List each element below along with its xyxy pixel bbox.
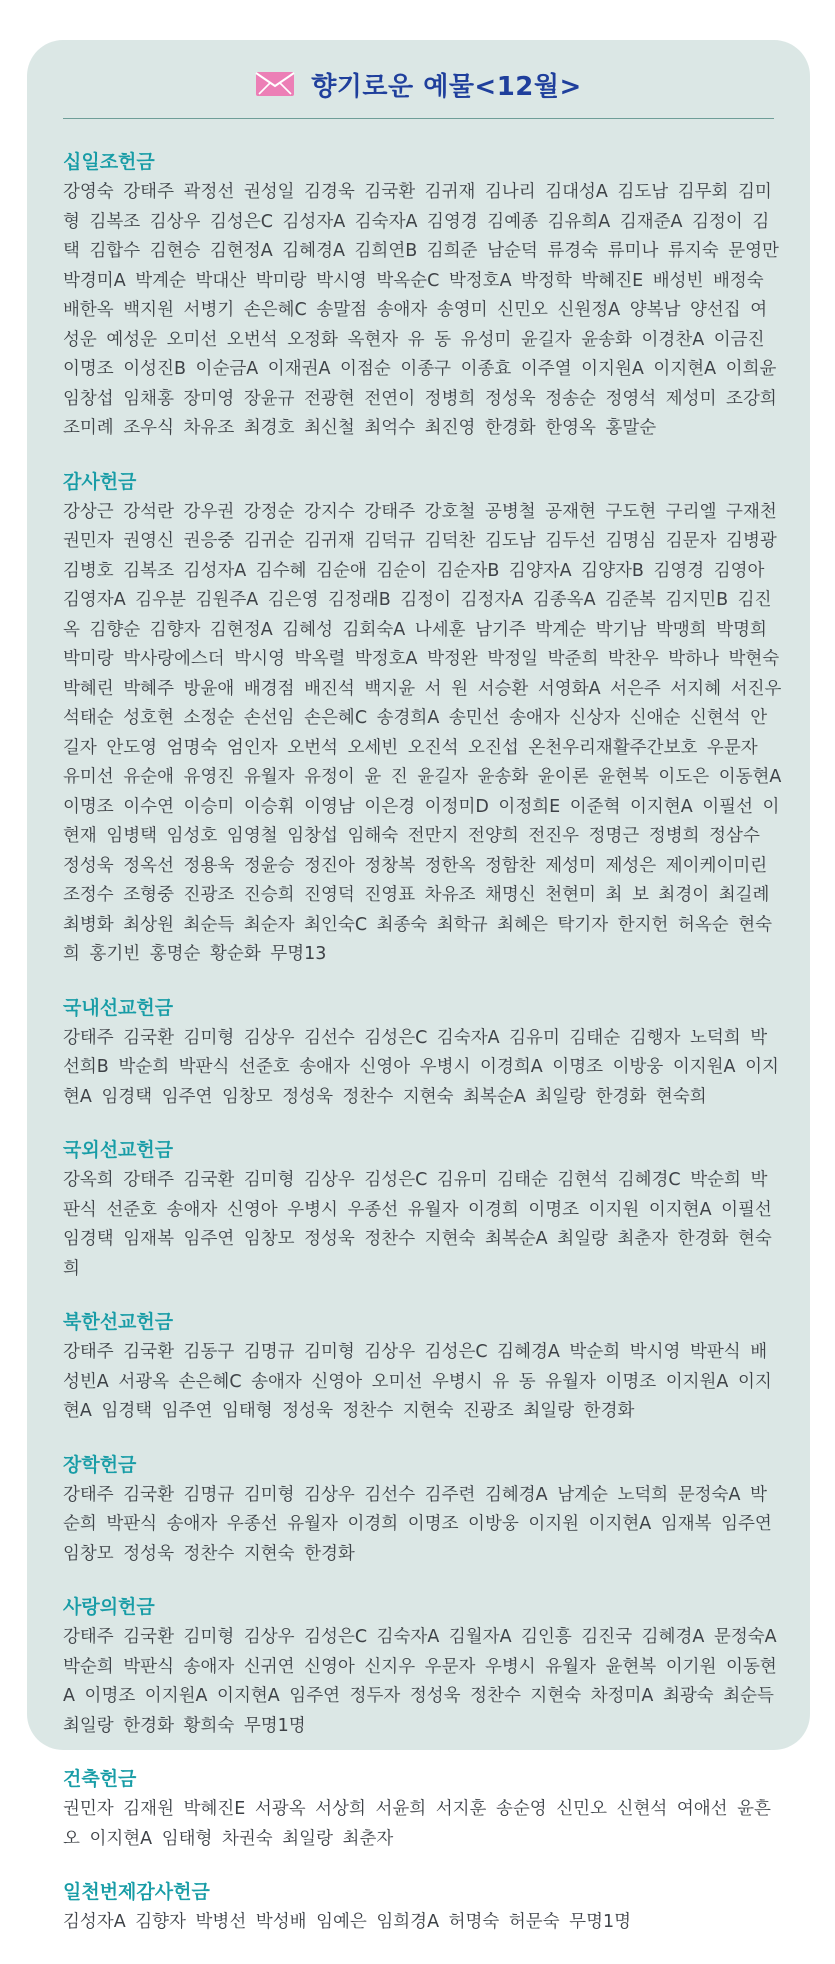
section-north-korea-mission	[63, 1310, 783, 1427]
envelope-icon	[255, 70, 295, 98]
section-title: 국내선교헌금	[63, 996, 174, 1019]
section-title: 국외선교헌금	[63, 1139, 174, 1161]
divider	[63, 118, 774, 119]
section-names: 강태주 김국환 김미형 김상우 김성은C 김숙자A 김월자A 김인흥 김진국 김혜경A 문정숙A 박순희 박판식 송애자 신귀연 신영아 신지우 우문자 우병시 유월자 윤현복 이기원 이동현A 이명조 이지원A 이지현A 임주연 정두자 정성욱 정찬수 지현숙 차정미A 최광숙 최순득 최일랑 한경화 황희숙 무명1명	[63, 1627, 777, 1736]
section-names: 김성자A 김향자 박병선 박성배 임예은 임희경A 허명숙 허문숙 무명1명	[63, 1912, 632, 1932]
section-title: 십일조헌금	[63, 151, 155, 173]
section-names: 강영숙 강태주 곽정선 권성일 김경욱 김국환 김귀재 김나리 김대성A 김도남 김무회 김미형 김복조 김상우 김성은C 김성자A 김숙자A 김영경 김예종 김유희A 김재준A 김정이 김 택 김합수 김현승 김현정A 김혜경A 김희연B 김희준 남순덕 류경숙 류미나 류지숙 문영만 박경미A 박계순 박대산 박미랑 박시영 박옥순C 박정호A 박정학 박혜진E 배성빈 배정숙 배한옥 백지원 서병기 손은혜C 송말점 송애자 송영미 신민오 신원정A 양복남 양선집 여성운 예성운 오미선 오번석 오정화 옥현자 유 동 유성미 윤길자 윤송화 이경찬A 이금진 이명조 이성진B 이순금A 이재권A 이점순 이종구 이종효 이주열 이지원A 이지현A 이희윤 임창섭 임채홍 장미영 장윤규 전광현 전연이 정병희 정성욱 정송순 정영석 제성미 조강희 조미례 조우식 차유조 최경호 최신철 최억수 최진영 한경화 한영옥 홍말순	[63, 182, 779, 438]
header	[27, 62, 810, 106]
section-overseas-mission	[63, 1138, 783, 1284]
section-names: 강상근 강석란 강우권 강정순 강지수 강태주 강호철 공병철 공재현 구도현 구리엘 구재천 권민자 권영신 권응중 김귀순 김귀재 김덕규 김덕찬 김도남 김두선 김명심 김문자 김병광 김병호 김복조 김성자A 김수혜 김순애 김순이 김순자B 김양자A 김양자B 김영경 김영아 김영자A 김우분 김원주A 김은영 김정래B 김정이 김정자A 김종옥A 김준복 김지민B 김진옥 김향순 김향자 김현정A 김혜성 김회숙A 나세훈 남기주 박계순 박기남 박맹희 박명희 박미랑 박사랑에스더 박시영 박옥렬 박정호A 박정완 박정일 박준희 박찬우 박하나 박현숙 박혜린 박혜주 방윤애 배경점 배진석 백지윤 서 원 서승환 서영화A 서은주 서지혜 서진우 석태순 성호현 소정순 손선임 손은혜C 송경희A 송민선 송애자 신상자 신애순 신현석 안길자 안도영 엄명숙 엄인자 오번석 오세빈 오진석 오진섭 온천우리재활주간보호 우문자 유미선 유순애 유영진 유월자 유정이 윤 진 윤길자 윤송화 윤이론 윤현복 이도은 이동현A 이명조 이수연 이승미 이승휘 이영남 이은경 이정미D 이정희E 이준혁 이지현A 이필선 이현재 임병택 임성호 임영철 임창섭 임해숙 전만지 전양희 전진우 정명근 정병희 정삼수 정성욱 정옥선 정용욱 정윤승 정진아 정창복 정한옥 정함찬 제성미 제성은 제이케이미린 조정수 조형중 진광조 진승희 진영덕 진영표 차유조 채명신 천현미 최 보 최경이 최길례 최병화 최상원 최순득 최순자 최인숙C 최종숙 최학규 최혜은 탁기자 한지헌 허옥순 현숙희 홍기빈 홍명순 황순화 무명13	[63, 501, 782, 964]
section-title: 건축헌금	[63, 1768, 137, 1790]
section-thanksgiving	[63, 470, 783, 970]
section-names: 강태주 김국환 김동구 김명규 김미형 김상우 김성은C 김혜경A 박순희 박시영 박판식 배성빈A 서광옥 손은혜C 송애자 신영아 오미선 우병시 유 동 유월자 이명조 이지원A 이지현A 임경택 임주연 임태형 정성욱 정찬수 지현숙 진광조 최일랑 한경화	[63, 1342, 772, 1421]
section-title: 장학헌금	[63, 1453, 137, 1476]
section-thousand-offering	[63, 1880, 783, 1938]
section-title: 사랑의헌금	[63, 1596, 155, 1618]
section-names: 강태주 김국환 김미형 김상우 김선수 김성은C 김숙자A 김유미 김태순 김행자 노덕희 박선희B 박순희 박판식 선준호 송애자 신영아 우병시 이경희A 이명조 이방웅 이지원A 이지현A 임경택 임주연 임창모 정성욱 정찬수 지현숙 최복순A 최일랑 한경화 현숙희	[63, 1027, 779, 1107]
section-title: 감사헌금	[63, 470, 137, 493]
section-scholarship	[63, 1453, 783, 1570]
section-building	[63, 1767, 783, 1854]
sections	[63, 150, 783, 1964]
section-love	[63, 1595, 783, 1741]
offering-card	[27, 40, 810, 1932]
page-title: 향기로운 예물<12월>	[311, 71, 582, 102]
section-domestic-mission	[63, 996, 783, 1113]
section-title: 일천번제감사헌금	[63, 1881, 210, 1903]
section-names: 강옥희 강태주 김국환 김미형 김상우 김성은C 김유미 김태순 김현석 김혜경C 박순희 박판식 선준호 송애자 신영아 우병시 우종선 유월자 이경희 이명조 이지원 이지현A 이필선 임경택 임재복 임주연 임창모 정성욱 정찬수 지현숙 최복순A 최일랑 최춘자 한경화 현숙희	[63, 1170, 772, 1279]
section-title: 북한선교헌금	[63, 1311, 174, 1333]
section-tithe	[63, 150, 783, 444]
section-names: 권민자 김재원 박혜진E 서광옥 서상희 서윤희 서지훈 송순영 신민오 신현석 여애선 윤흔오 이지현A 임태형 차권숙 최일랑 최춘자	[63, 1799, 771, 1849]
section-names: 강태주 김국환 김명규 김미형 김상우 김선수 김주련 김혜경A 남계순 노덕희 문정숙A 박순희 박판식 송애자 우종선 유월자 이경희 이명조 이방웅 이지원 이지현A 임재복 임주연 임창모 정성욱 정찬수 지현숙 한경화	[63, 1484, 772, 1564]
